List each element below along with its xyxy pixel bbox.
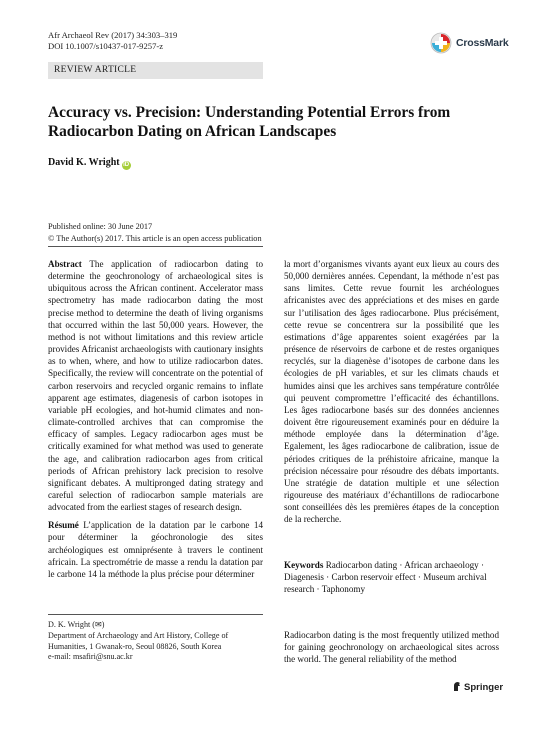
- springer-horse-icon: [452, 681, 462, 692]
- journal-citation: Afr Archaeol Rev (2017) 34:303–319: [48, 30, 178, 40]
- keywords-heading: Keywords: [284, 560, 324, 570]
- resume-paragraph-start: [48, 519, 263, 580]
- article-type-banner: [48, 62, 263, 79]
- crossmark-label: CrossMark: [456, 37, 509, 49]
- footnote-divider: [48, 614, 263, 615]
- crossmark-badge[interactable]: [430, 31, 540, 57]
- abstract-section: [48, 258, 263, 580]
- abstract-heading: Abstract: [48, 259, 82, 269]
- article-type-label: REVIEW ARTICLE: [54, 65, 137, 75]
- orcid-icon[interactable]: iD: [123, 162, 130, 168]
- resume-continuation: [284, 258, 499, 525]
- crossmark-icon: [430, 32, 452, 54]
- article-title: Accuracy vs. Precision: Understanding Potential Errors from Radiocarbon Dating on African Landscapes: [48, 104, 451, 140]
- abstract-paragraph: [48, 258, 263, 513]
- publication-info: [48, 221, 262, 244]
- keywords-text: Radiocarbon dating · African archaeology · Diagenesis · Carbon reservoir effect · Museum archival research · Taphonomy: [284, 560, 487, 595]
- publisher-logo: [452, 681, 503, 693]
- doi-line[interactable]: DOI 10.1007/s10437-017-9257-z: [48, 41, 164, 51]
- resume-heading: Résumé: [48, 520, 79, 531]
- author-line: [48, 157, 131, 170]
- author-name[interactable]: David K. Wright: [48, 157, 120, 168]
- resume-text: L’application de la datation par le carbone 14 pour déterminer la géochronologie des sites archéologiques est omniprésente à travers le continent africain. La spectrométrie de masse a rendu la datation par le carbone 14 la méthode la plus précise pour déterminer: [48, 520, 263, 579]
- keywords-section: [284, 559, 499, 595]
- abstract-text: The application of radiocarbon dating to determine the geochronology of archaeological sites is ubiquitous across the African continent. Accelerator mass spectrometry has made radiocarbon dating the most precise method to determine the death of living organisms that occurred within the last 50,000 years. However, the method is not without limitations and this review article provides Africanist archaeologists with cautionary insights as to when, where, and how to utilize radiocarbon dates. Specifically, the review will concentrate on the potential of carbon reservoirs and recycled organic remains to inflate apparent age estimates, diagenesis of carbon isotopes in variable pH ecologies, and hot-humid climates and non-climate-controlled archives that can compromise the efficacy of samples. Legacy radiocarbon ages must be critically examined for what method was used to generate the age, and calibration radiocarbon ages from critical periods of African prehistory lack precision to resolve significant debates. A multipronged dating strategy and careful selection of radiocarbon sample materials are advocated from the earliest stages of research design.: [48, 259, 263, 513]
- affiliation-email[interactable]: e-mail: msafiri@snu.ac.kr: [48, 652, 133, 662]
- introduction-text: Radiocarbon dating is the most frequently utilized method for gaining geochronology on archaeological sites across the world. The general reliability of the method: [284, 630, 499, 665]
- divider: [48, 246, 263, 247]
- affiliation-name: D. K. Wright (✉): [48, 620, 105, 629]
- affiliation-department: Department of Archaeology and Art History, College of Humanities, 1 Gwanak-ro, Seoul 08826, South Korea: [48, 630, 229, 651]
- publisher-name: Springer: [464, 682, 504, 693]
- author-affiliation: [48, 620, 263, 663]
- resume-continuation-text: la mort d’organismes vivants ayant eux lieux au cours des 50,000 dernières années. Cependant, la méthode n’est pas sans limites. Cette revue fournit les archéologues africanistes avec des appréciations et des mises en garde sur l’utilisation des âges radiocarbone. Plus précisément, cette revue se concentrera sur la possibilité que les estimations d’âge apparentes soient exagérées par la présence de réservoirs de carbone et de restes organiques recyclés, sur la diagenèse d’isotopes de carbone dans les écologies de pH variables, et sur les climats chauds et humides ainsi que les archives sans température contrôlée qui peuvent compromettre l’efficacité des échantillons. Les âges radiocarbone basés sur des données anciennes doivent être rigoureusement examinés pour en déduire la méthode employée dans la détermination d’âge. Egalement, les âges radiocarbone de calibration, issue de périodes critiques de la préhistoire africaine, manque la précision nécessaire pour résoudre des débats importants. Une stratégie de datation multiple et une sélection rigoureuse des matériaux d’échantillons de radiocarbone sont conseillées dès les premières étapes de la conception de la recherche.: [284, 259, 499, 525]
- published-date: Published online: 30 June 2017: [48, 222, 153, 231]
- license-statement: © The Author(s) 2017. This article is an open access publication: [48, 233, 262, 243]
